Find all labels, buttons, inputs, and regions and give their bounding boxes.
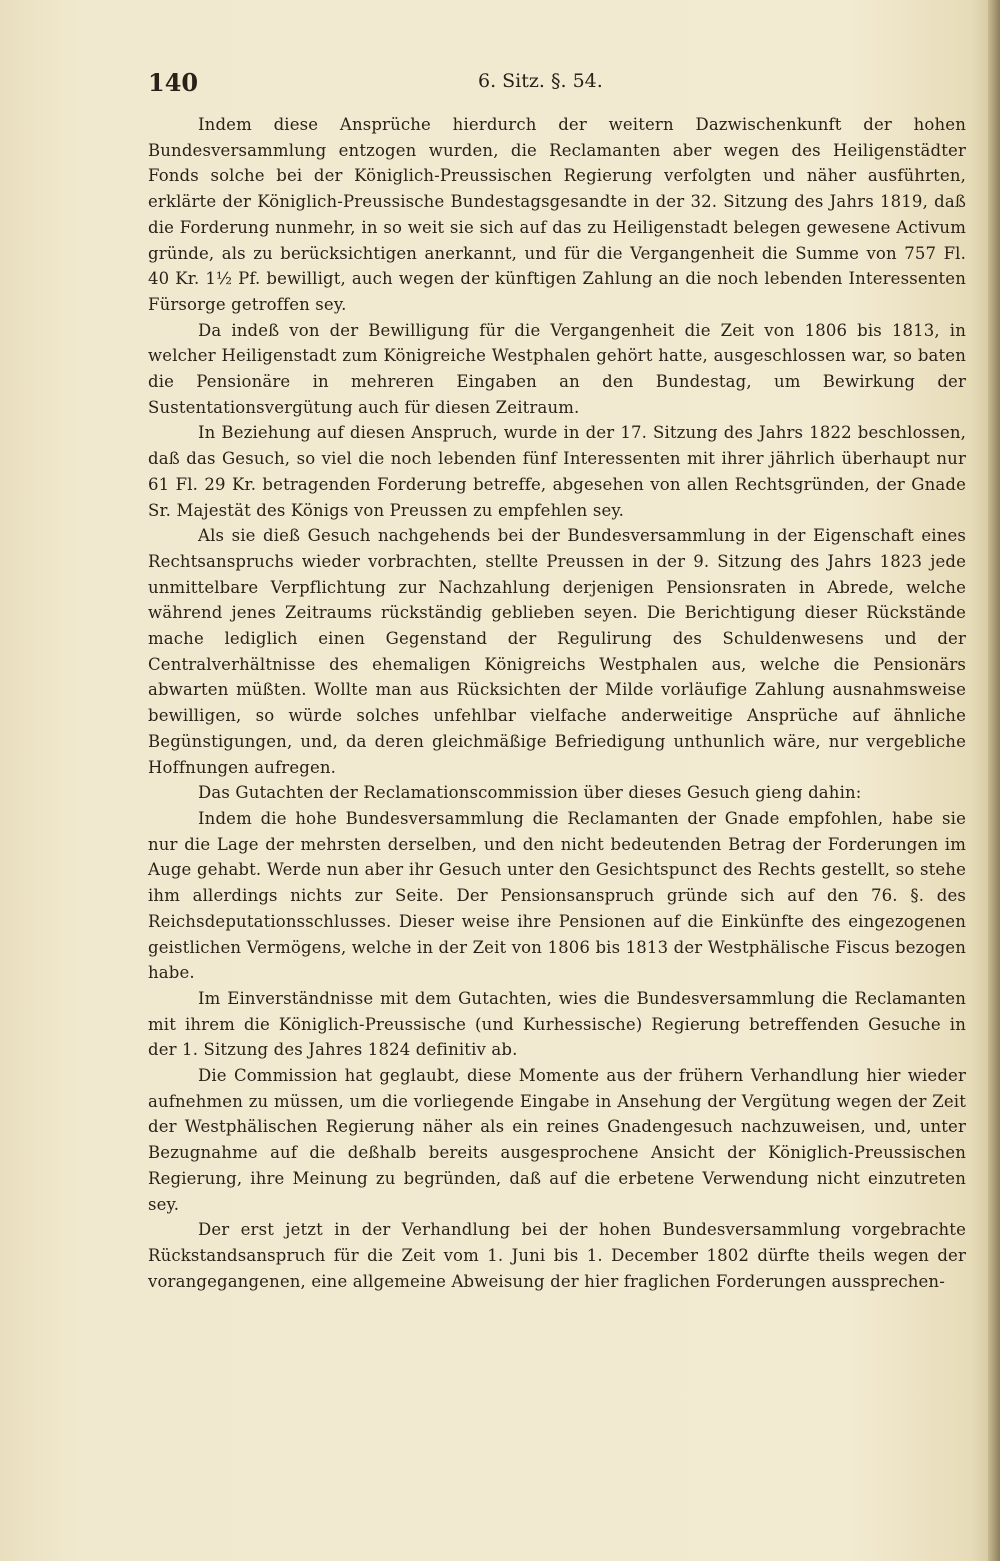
- paragraph: Das Gutachten der Reclamationscommission über dieses Gesuch gieng dahin:: [198, 783, 862, 803]
- paragraph: Die Commission hat geglaubt, diese Momente aus der frühern Verhandlung hier wieder aufnehmen zu müssen, um die vorliegende Eingabe in Ansehung der Vergütung wegen der Zeit der Westphälischen Regierung näher als ein reines Gnadengesuch nachzuweisen, und, unter Bezugnahme auf die deßhalb bereits ausgesprochene Ansicht der Königlich-Preussischen Regierung, ihre Meinung zu begründen, daß auf die erbetene Verwendung nicht einzutreten sey.: [148, 1066, 966, 1214]
- running-head: 6. Sitz. §. 54.: [478, 70, 603, 92]
- paragraph: In Beziehung auf diesen Anspruch, wurde in der 17. Sitzung des Jahrs 1822 beschlossen, daß das Gesuch, so viel die noch lebenden fünf Interessenten mit ihrer jährlich überhaupt nur 61 Fl. 29 Kr. betragenden Forderung betreffe, abgesehen von allen Rechtsgründen, der Gnade Sr. Majestät des Königs von Preussen zu empfehlen sey.: [148, 423, 966, 520]
- paragraph: Der erst jetzt in der Verhandlung bei der hohen Bundesversammlung vorgebrachte Rückstandsanspruch für die Zeit vom 1. Juni bis 1. December 1802 dürfte theils wegen der vorangegangenen, eine allgemeine Abweisung der hier fraglichen Forderungen aussprechen-: [148, 1220, 966, 1291]
- page-number: 140: [148, 68, 199, 97]
- paragraph: Indem die hohe Bundesversammlung die Reclamanten der Gnade empfohlen, habe sie nur die Lage der mehrsten derselben, und den nicht bedeutenden Betrag der Forderungen im Auge gehabt. Werde nun aber ihr Gesuch unter den Gesichtspunct des Rechts gestellt, so stehe ihm allerdings nichts zur Seite. Der Pensionsanspruch gründe sich auf den 76. §. des Reichsdeputationsschlusses. Dieser weise ihre Pensionen auf die Einkünfte des eingezogenen geistlichen Vermögens, welche in der Zeit von 1806 bis 1813 der Westphälische Fiscus bezogen habe.: [148, 808, 966, 983]
- paragraph: Da indeß von der Bewilligung für die Vergangenheit die Zeit von 1806 bis 1813, in welcher Heiligenstadt zum Königreiche Westphalen gehört hatte, ausgeschlossen war, so baten die Pensionäre in mehreren Eingaben an den Bundestag, um Bewirkung der Sustentationsvergütung auch für diesen Zeitraum.: [148, 320, 966, 417]
- page-body: [148, 112, 966, 1294]
- paragraph: Indem diese Ansprüche hierdurch der weitern Dazwischenkunft der hohen Bundesversammlung entzogen wurden, die Reclamanten aber wegen des Heiligenstädter Fonds solche bei der Königlich-Preussischen Regierung verfolgten und näher ausführten, erklärte der Königlich-Preussische Bundestagsgesandte in der 32. Sitzung des Jahrs 1819, daß die Forderung nunmehr, in so weit sie sich auf das zu Heiligenstadt belegen gewesene Activum gründe, als zu berücksichtigen anerkannt, und für die Vergangenheit die Summe von 757 Fl. 40 Kr. 1½ Pf. bewilligt, auch wegen der künftigen Zahlung an die noch lebenden Interessenten Fürsorge getroffen sey.: [148, 115, 966, 314]
- page-edge: [988, 0, 1000, 1561]
- paragraph: Im Einverständnisse mit dem Gutachten, wies die Bundesversammlung die Reclamanten mit ihrem die Königlich-Preussische (und Kurhessische) Regierung betreffenden Gesuche in der 1. Sitzung des Jahres 1824 definitiv ab.: [148, 988, 966, 1060]
- page-header: [148, 68, 964, 102]
- paragraph: Als sie dieß Gesuch nachgehends bei der Bundesversammlung in der Eigenschaft eines Rechtsanspruchs wieder vorbrachten, stellte Preussen in der 9. Sitzung des Jahrs 1823 jede unmittelbare Verpflichtung zur Nachzahlung derjenigen Pensionsraten in Abrede, welche während jenes Zeitraums rückständig geblieben seyen. Die Berichtigung dieser Rückstände mache lediglich einen Gegenstand der Regulirung des Schuldenwesens und der Centralverhältnisse des ehemaligen Königreichs Westphalen aus, welche die Pensionärs abwarten müßten. Wollte man aus Rücksichten der Milde vorläufige Zahlung ausnahmsweise bewilligen, so würde solches unfehlbar vielfache anderweitige Ansprüche auf ähnliche Begünstigungen, und, da deren gleichmäßige Befriedigung unthunlich wäre, nur vergebliche Hoffnungen aufregen.: [148, 526, 966, 777]
